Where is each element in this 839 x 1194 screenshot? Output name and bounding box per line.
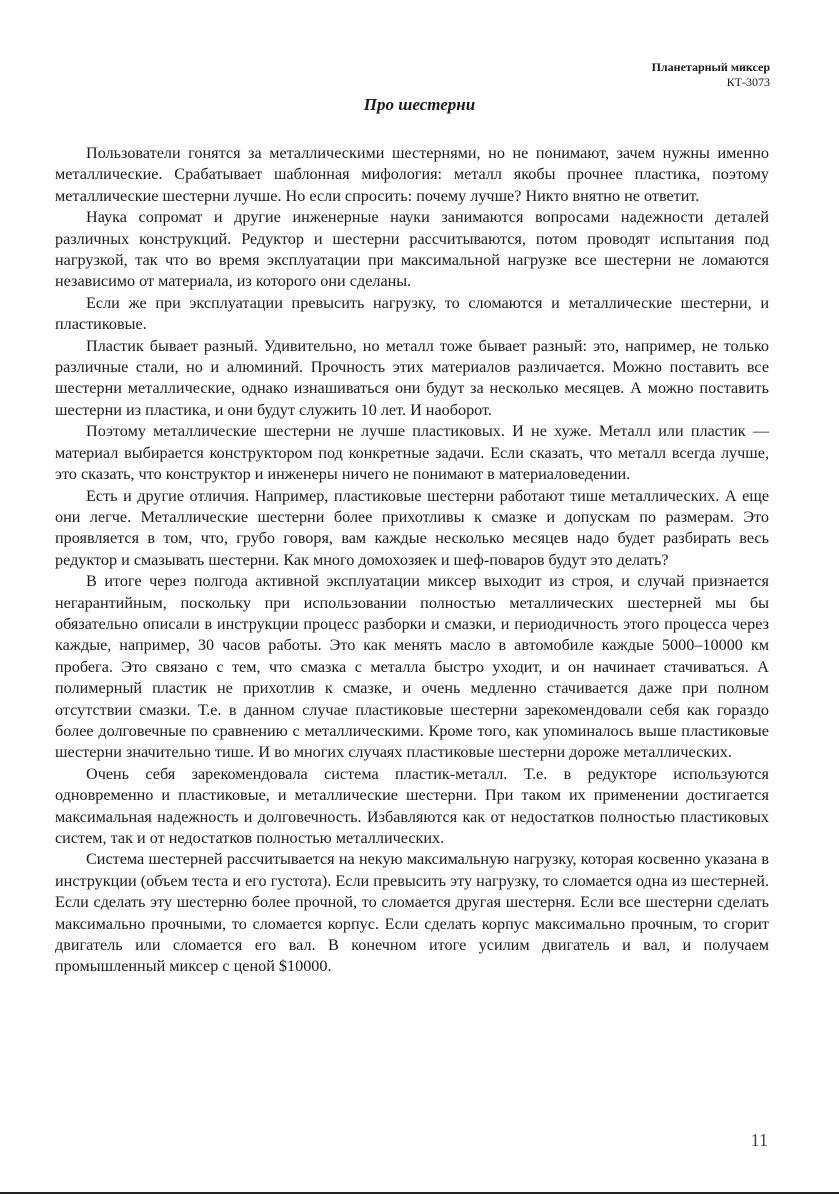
paragraph: Очень себя зарекомендовала система пластик-металл. Т.е. в редукторе используются одновременно и пластиковые, и металлические шестерни. При таком их применении достигается максимальная надежность и долговечность. Избавляются как от недостатков полностью пластиковых систем, так и от недостатков полностью металлических. — [55, 764, 769, 847]
product-name: Планетарный миксер — [651, 60, 770, 74]
page-number: 11 — [750, 1130, 768, 1150]
paragraph: Система шестерней рассчитывается на некую максимальную нагрузку, которая косвенно указана в инструкции (объем теста и его густота). Если превысить эту нагрузку, то сломается одна из шестерней. Если сделать эту шестерню более прочной, то сломается другая шестерня. Если все шестерни сделать максимально прочными, то сломается корпус. Если сделать корпус максимально прочным, то сгорит двигатель или сломается его вал. В конечном итоге усилим двигатель и вал, и получаем промышленный миксер с ценой $10000. — [55, 850, 769, 976]
paragraph: Есть и другие отличия. Например, пластиковые шестерни работают тише металлических. А еще они легче. Металлические шестерни более прихотливы к смазке и допускам по размерам. Это проявляется в том, что, грубо говоря, вам каждые несколько месяцев надо будет разбирать весь редуктор и смазывать шестерни. Как много домохозяек и шеф-поваров будут это делать? — [55, 486, 769, 569]
paragraph: Поэтому металлические шестерни не лучше пластиковых. И не хуже. Металл или пластик — материал выбирается конструктором под конкретные задачи. Если сказать, что металл всегда лучше, это сказать, что конструктор и инженеры ничего не понимают в материаловедении. — [55, 422, 769, 484]
paragraph: Если же при эксплуатации превысить нагрузку, то сломаются и металлические шестерни, и пластиковые. — [55, 293, 769, 334]
paragraph: Наука сопромат и другие инженерные науки занимаются вопросами надежности деталей различных конструкций. Редуктор и шестерни рассчитываются, потом проводят испытания под нагрузкой, так что во время эксплуатации при максимальной нагрузке все шестерни не ломаются независимо от материала, из которого они сделаны. — [55, 208, 769, 291]
paragraph: Пользователи гонятся за металлическими шестернями, но не понимают, зачем нужны именно металлические. Срабатывает шаблонная мифология: металл якобы прочнее пластика, поэтому металлические шестерни лучше. Но если спросить: почему лучше? Никто внятно не ответит. — [55, 144, 769, 205]
section-title: Про шестерни — [363, 95, 476, 114]
paragraph: В итоге через полгода активной эксплуатации миксер выходит из строя, и случай признается негарантийным, поскольку при использовании полностью металлических шестерней мы бы обязательно описали в инструкции процесс разборки и смазки, и периодичность этого процесса через каждые, например, 30 часов работы. Это как менять масло в автомобиле каждые 5000–10000 км пробега. Это связано с тем, что смазка с металла быстро уходит, и он начинает стачиваться. А полимерный пластик не прихотлив к смазке, и очень медленно стачивается даже при полном отсутствии смазки. Т.е. в данном случае пластиковые шестерни зарекомендовали себя как гораздо более долговечные по сравнению с металлическими. Кроме того, как упоминалось выше пластиковые шестерни значительно тише. И во многих случаях пластиковые шестерни дороже металлических. — [55, 572, 769, 762]
product-model: КТ-3073 — [726, 75, 770, 89]
article-body — [55, 143, 769, 978]
paragraph: Пластик бывает разный. Удивительно, но металл тоже бывает разный: это, например, не только различные стали, но и алюминий. Прочность этих материалов различается. Можно поставить все шестерни металлические, однако изнашиваться они будут за несколько месяцев. А можно поставить шестерни из пластика, и они будут служить 10 лет. И наоборот. — [55, 336, 769, 419]
page-header — [652, 60, 770, 90]
